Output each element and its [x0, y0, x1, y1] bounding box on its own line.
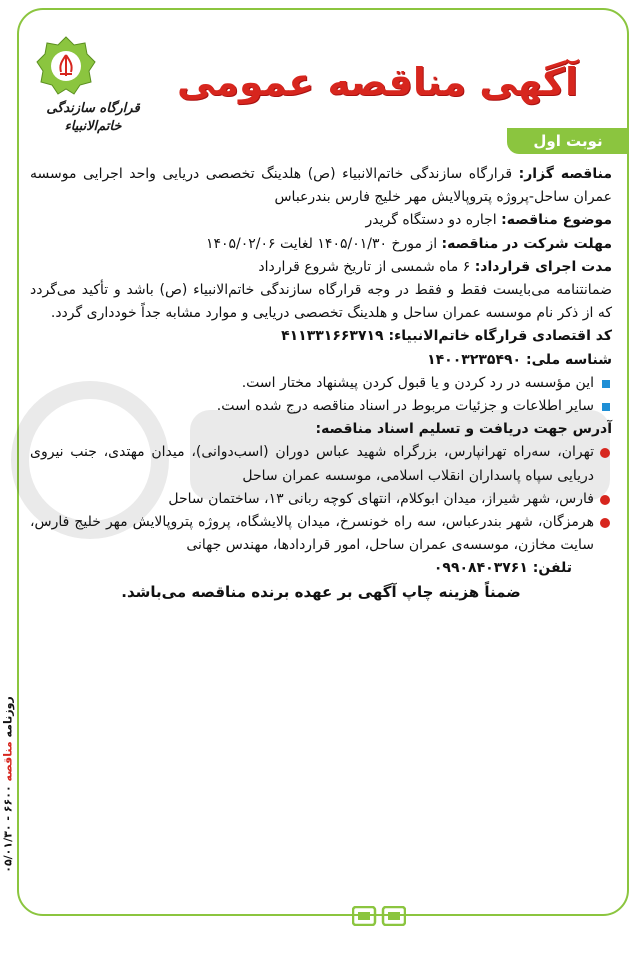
deadline-label: مهلت شرکت در مناقصه: — [441, 235, 612, 252]
phone-label: تلفن: — [532, 560, 572, 577]
note-item: سایر اطلاعات و جزئیات مربوط در اسناد مناقصه درج شده است. — [30, 395, 612, 418]
phone-value: ۰۹۹۰۸۴۰۳۷۶۱ — [433, 560, 528, 577]
notes-list — [30, 372, 612, 418]
note-item: این مؤسسه در رد کردن و یا قبول کردن پیشنهاد مختار است. — [30, 372, 612, 395]
newspaper-prefix: روزنامه — [1, 696, 15, 738]
address-item: هرمزگان، شهر بندرعباس، سه راه خونسرخ، میدان پالایشگاه، پروژه پتروپالایش مهر خلیج فارس، سایت مخازن، موسسه‌ی عمران ساحل، امور قراردادها، مهندس جهانی — [30, 511, 612, 557]
subject-text: اجاره دو دستگاه گریدر — [365, 212, 497, 229]
page-title: آگهی مناقصه عمومی — [176, 60, 579, 104]
guarantee-text: ضمانتنامه می‌بایست فقط و فقط در وجه قرارگاه سازندگی خاتم‌الانبیاء (ص) باشد و تأکید می‌گردد که از ذکر نام موسسه عمران ساحل و هلدینگ تخصصی دریایی و موارد مشابه جداً خودداری گردد. — [30, 282, 612, 322]
footer-note: ضمناً هزینه چاپ آگهی بر عهده برنده مناقصه می‌باشد. — [121, 582, 521, 601]
address-item: فارس، شهر شیراز، میدان ابوکلام، انتهای کوچه ربانی ۱۳، ساختمان ساحل — [30, 488, 612, 511]
tender-subject — [30, 209, 612, 232]
phone — [30, 557, 612, 580]
tender-holder — [30, 163, 612, 209]
issue-info: ۶۶۰۰ - ۰۵/۰۱/۳۰ — [1, 785, 15, 873]
address-item: تهران، سه‌راه تهرانپارس، بزرگراه شهید عباس دوران (اسب‌دوانی)، میدان مهتدی، جنب نیروی دریایی سپاه پاسداران انقلاب اسلامی، موسسه عمران ساحل — [30, 441, 612, 487]
tender-holder-label: مناقصه گزار: — [518, 166, 612, 182]
deadline-text: از مورخ ۱۴۰۵/۰۱/۳۰ لغایت ۱۴۰۵/۰۲/۰۶ — [205, 235, 438, 252]
sidebar — [0, 8, 16, 916]
newspaper-credit — [2, 597, 15, 973]
deadline — [30, 233, 612, 256]
national-id-label: شناسه ملی: — [525, 351, 612, 368]
duration-text: ۶ ماه شمسی از تاریخ شروع قرارداد — [258, 258, 471, 275]
ad-body — [30, 163, 612, 604]
issue-badge: نوبت اول — [507, 128, 629, 154]
national-id — [30, 349, 612, 372]
address-list — [30, 441, 612, 557]
issuer-logo-text: قرارگاه سازندگی خاتم‌الانبیاء — [46, 101, 140, 134]
economic-code — [30, 325, 612, 348]
tender-holder-text: قرارگاه سازندگی خاتم‌الانبیاء (ص) هلدینگ تخصصی دریایی واحد اجرایی موسسه عمران ساحل-پروژه پتروپالایش مهر خلیج فارس بندرعباس — [30, 166, 612, 206]
economic-code-label: کد اقتصادی قرارگاه خاتم‌الانبیاء: — [388, 328, 612, 345]
subject-label: موضوع مناقصه: — [501, 212, 612, 229]
contract-duration — [30, 256, 612, 279]
newspaper-name: مناقصه — [1, 741, 15, 782]
iran-emblem-icon — [35, 35, 97, 97]
address-heading: آدرس جهت دریافت و تسلیم اسناد مناقصه: — [315, 421, 612, 438]
duration-label: مدت اجرای قرارداد: — [474, 258, 612, 275]
footer-decoration-icon — [352, 906, 406, 926]
national-id-value: ۱۴۰۰۳۲۳۵۴۹۰ — [427, 351, 522, 368]
economic-code-value: ۴۱۱۳۳۱۶۶۳۷۱۹ — [281, 328, 384, 345]
